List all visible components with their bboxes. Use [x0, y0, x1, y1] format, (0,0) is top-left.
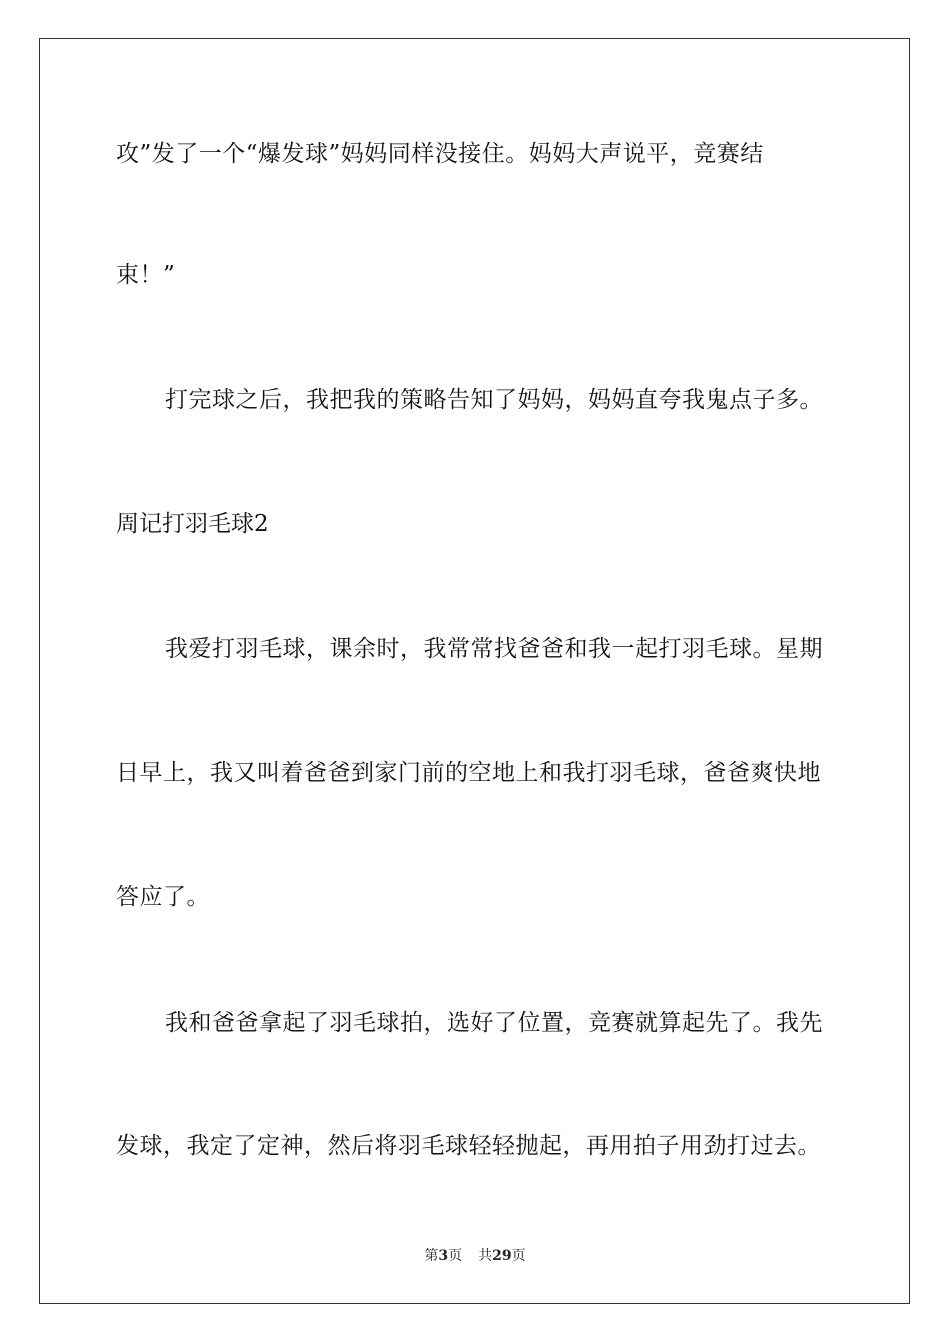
total-suffix: 页 [511, 1248, 526, 1264]
body-text-line: 答应了。 [116, 884, 210, 910]
body-text-line: 攻”发了一个“爆发球”妈妈同样没接住。妈妈大声说平，竞赛结 [116, 141, 764, 167]
body-text-line: 束！” [116, 262, 176, 288]
total-prefix: 共 [478, 1248, 493, 1264]
page-suffix: 页 [448, 1248, 463, 1264]
paragraph-first-line: 我和爸爸拿起了羽毛球拍，选好了位置，竞赛就算起先了。我先 [165, 1010, 823, 1036]
page-prefix: 第 [424, 1248, 439, 1264]
page-border [39, 38, 910, 1304]
page-number: 3 [438, 1248, 449, 1264]
total-pages: 29 [492, 1248, 512, 1264]
paragraph-first-line: 打完球之后，我把我的策略告知了妈妈，妈妈直夸我鬼点子多。 [165, 387, 823, 413]
section-heading: 周记打羽毛球2 [116, 511, 269, 537]
body-text-line: 日早上，我又叫着爸爸到家门前的空地上和我打羽毛球，爸爸爽快地 [116, 760, 821, 786]
paragraph-first-line: 我爱打羽毛球，课余时，我常常找爸爸和我一起打羽毛球。星期 [165, 636, 823, 662]
page-footer [0, 1247, 950, 1265]
body-text-line: 发球，我定了定神，然后将羽毛球轻轻抛起，再用拍子用劲打过去。 [116, 1133, 821, 1159]
